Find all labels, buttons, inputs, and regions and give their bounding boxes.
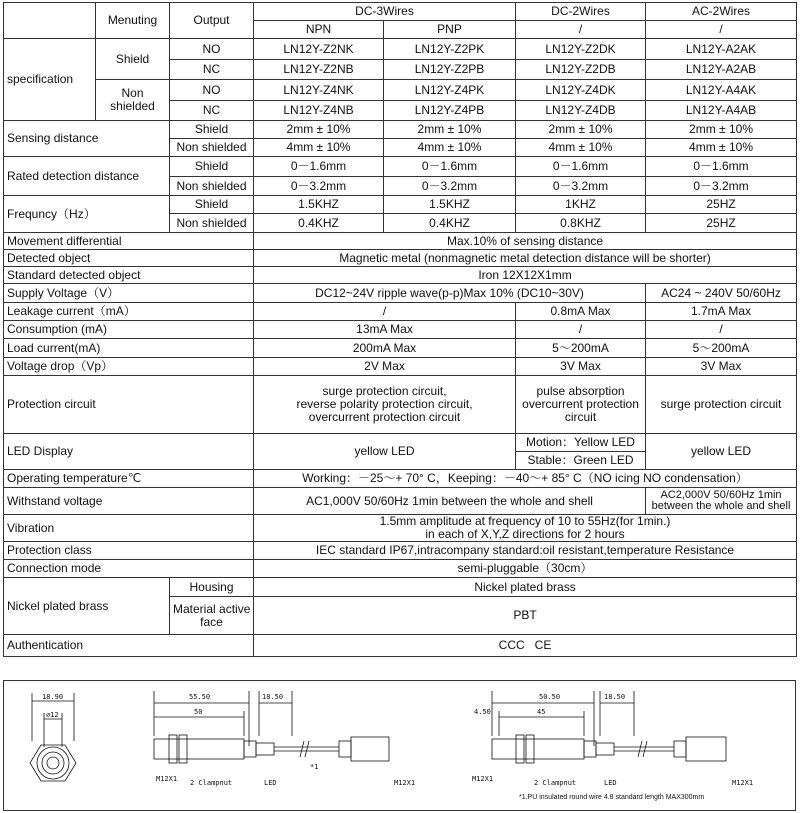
model-cell: LN12Y-Z4NK xyxy=(254,80,384,101)
connection-value: semi-pluggable（30cm） xyxy=(254,560,797,578)
left-side-view-drawing xyxy=(154,691,389,763)
vibration-label: Vibration xyxy=(4,515,254,542)
model-cell: LN12Y-A4AB xyxy=(646,101,797,121)
withstand-ac-value xyxy=(646,488,797,515)
vibration-line: in each of X,Y,Z directions for 2 hours xyxy=(425,527,625,541)
value-cell: 25HZ xyxy=(646,214,797,233)
protection-line: circuit xyxy=(564,410,597,424)
model-cell: LN12Y-A2AB xyxy=(646,60,797,80)
front-width-dim: 18.90 xyxy=(42,693,64,701)
model-cell: LN12Y-Z2PK xyxy=(384,39,516,60)
value-cell: 1KHZ xyxy=(516,196,646,214)
model-cell: LN12Y-Z4PK xyxy=(384,80,516,101)
value-cell: / xyxy=(646,321,797,339)
model-cell: LN12Y-Z2NB xyxy=(254,60,384,80)
active-face-line: Material active xyxy=(173,601,251,616)
value-cell: 4mm ± 10% xyxy=(254,139,384,157)
model-cell: LN12Y-Z2DK xyxy=(516,39,646,60)
model-cell: LN12Y-Z2DB xyxy=(516,60,646,80)
value-cell: 5～200mA xyxy=(516,339,646,358)
value-cell: 0.4KHZ xyxy=(254,214,384,233)
value-cell: 0－1.6mm xyxy=(516,157,646,177)
protection-line: pulse absorption xyxy=(536,384,625,398)
value-cell: / xyxy=(516,321,646,339)
value-cell: 0.8mA Max xyxy=(516,303,646,321)
value-cell: 0－3.2mm xyxy=(646,177,797,196)
standard-value: Iron 12X12X1mm xyxy=(254,267,797,284)
withstand-row xyxy=(4,488,797,515)
front-dia-dim: ∅12 xyxy=(46,711,59,719)
protection-class-value: IEC standard IP67,intracompany standard:oil resistant,temperature Resistance xyxy=(254,542,797,560)
consumption-label: Consumption (mA) xyxy=(4,321,254,339)
load-label: Load current(mA) xyxy=(4,339,254,358)
led-ac2-value: yellow LED xyxy=(646,434,797,470)
value-cell: 13mA Max xyxy=(254,321,516,339)
right-clampnut-label: 2 Clampnut xyxy=(534,779,577,787)
model-cell: LN12Y-Z2PB xyxy=(384,60,516,80)
output-cell: NO xyxy=(170,80,254,101)
value-cell: 0－1.6mm xyxy=(646,157,797,177)
front-view-drawing xyxy=(30,693,76,781)
output-cell: NC xyxy=(170,101,254,121)
non-shielded-label: Non shielded xyxy=(96,80,170,121)
supply-dc-value: DC12~24V ripple wave(p-p)Max 10% (DC10~30V) xyxy=(254,284,646,303)
left-body-dim: 50 xyxy=(194,708,203,716)
protection-class-label: Protection class xyxy=(4,542,254,560)
detected-row xyxy=(4,250,797,267)
right-side-view-drawing xyxy=(492,691,726,763)
value-cell: 0－3.2mm xyxy=(384,177,516,196)
value-cell: 0－3.2mm xyxy=(516,177,646,196)
value-cell: 4mm ± 10% xyxy=(646,139,797,157)
value-cell: 2mm ± 10% xyxy=(646,121,797,139)
frequency-row xyxy=(4,196,797,214)
supply-label: Supply Voltage（V） xyxy=(4,284,254,303)
protection-row xyxy=(4,376,797,434)
value-cell: / xyxy=(254,303,516,321)
output-cell: NO xyxy=(170,39,254,60)
detected-label: Detected object xyxy=(4,250,254,267)
supply-row xyxy=(4,284,797,303)
type-cell: Non shielded xyxy=(170,139,254,157)
protection-label: Protection circuit xyxy=(4,376,254,434)
value-cell: 1.7mA Max xyxy=(646,303,797,321)
operating-value: Working：－25～+ 70° C，Keeping：－40～+ 85° C（NO icing NO condensation） xyxy=(254,470,797,488)
drawings-svg xyxy=(4,681,797,812)
right-thread-label: M12X1 xyxy=(472,775,494,783)
protection-class-row xyxy=(4,542,797,560)
dc3-header: DC-3Wires xyxy=(254,3,516,21)
ac2-subheader: / xyxy=(646,21,797,39)
material-label: Nickel plated brass xyxy=(4,578,170,635)
value-cell: 3V Max xyxy=(516,358,646,376)
ac2-header: AC-2Wires xyxy=(646,3,797,21)
voltage-drop-row xyxy=(4,358,797,376)
value-cell: 2mm ± 10% xyxy=(254,121,384,139)
left-cable-dim: 18.50 xyxy=(262,693,284,701)
leakage-label: Leakage current（mA） xyxy=(4,303,254,321)
led-row xyxy=(4,434,797,452)
leakage-row xyxy=(4,303,797,321)
standard-label: Standard detected object xyxy=(4,267,254,284)
housing-label: Housing xyxy=(170,578,254,597)
output-cell: NC xyxy=(170,60,254,80)
rated-row xyxy=(4,157,797,177)
protection-line: surge protection circuit, xyxy=(322,384,447,398)
led-stable-value: Stable：Green LED xyxy=(516,452,646,470)
led-motion-value: Motion：Yellow LED xyxy=(516,434,646,452)
protection-dc3-value xyxy=(254,376,516,434)
withstand-label: Withstand voltage xyxy=(4,488,254,515)
vibration-value xyxy=(254,515,797,542)
specification-table xyxy=(3,2,797,657)
left-clampnut-label: 2 Clampnut xyxy=(190,779,233,787)
model-cell: LN12Y-Z4PB xyxy=(384,101,516,121)
value-cell: 3V Max xyxy=(646,358,797,376)
type-cell: Non shielded xyxy=(170,177,254,196)
protection-line: overcurrent protection xyxy=(522,397,639,411)
frequency-label: Frequncy（Hz） xyxy=(4,196,170,233)
left-total-dim: 55.50 xyxy=(189,693,211,701)
pnp-header: PNP xyxy=(384,21,516,39)
protection-line: reverse polarity protection circuit, xyxy=(296,397,473,411)
protection-dc2-value xyxy=(516,376,646,434)
model-cell: LN12Y-A2AK xyxy=(646,39,797,60)
value-cell: 1.5KHZ xyxy=(254,196,384,214)
type-cell: Shield xyxy=(170,157,254,177)
sensing-label: Sensing distance xyxy=(4,121,170,157)
connection-row xyxy=(4,560,797,578)
consumption-row xyxy=(4,321,797,339)
detected-value: Magnetic metal (nonmagnetic metal detection distance will be shorter) xyxy=(254,250,797,267)
value-cell: 5～200mA xyxy=(646,339,797,358)
voltage-drop-label: Voltage drop（Vp） xyxy=(4,358,254,376)
spec-row xyxy=(4,80,797,101)
value-cell: 4mm ± 10% xyxy=(384,139,516,157)
withstand-dc-value: AC1,000V 50/60Hz 1min between the whole and shell xyxy=(254,488,646,515)
model-cell: LN12Y-Z4DK xyxy=(516,80,646,101)
housing-value: Nickel plated brass xyxy=(254,578,797,597)
active-face-label xyxy=(170,597,254,635)
npn-header: NPN xyxy=(254,21,384,39)
value-cell: 1.5KHZ xyxy=(384,196,516,214)
movement-value: Max.10% of sensing distance xyxy=(254,233,797,250)
value-cell: 2mm ± 10% xyxy=(516,121,646,139)
standard-row xyxy=(4,267,797,284)
movement-label: Movement differential xyxy=(4,233,254,250)
value-cell: 2V Max xyxy=(254,358,516,376)
operating-row xyxy=(4,470,797,488)
right-total-dim: 50.50 xyxy=(539,693,561,701)
led-label: LED Display xyxy=(4,434,254,470)
active-face-line: face xyxy=(200,614,223,629)
left-connector-label: M12X1 xyxy=(394,779,416,787)
value-cell: 4mm ± 10% xyxy=(516,139,646,157)
authentication-row xyxy=(4,635,797,657)
operating-label: Operating temperature℃ xyxy=(4,470,254,488)
value-cell: 0－1.6mm xyxy=(384,157,516,177)
output-header: Output xyxy=(170,3,254,39)
value-cell: 2mm ± 10% xyxy=(384,121,516,139)
model-cell: LN12Y-Z4DB xyxy=(516,101,646,121)
connection-label: Connection mode xyxy=(4,560,254,578)
supply-ac-value: AC24 ~ 240V 50/60Hz xyxy=(646,284,797,303)
header-row xyxy=(4,3,797,21)
material-row xyxy=(4,578,797,597)
movement-row xyxy=(4,233,797,250)
shield-label: Shield xyxy=(96,39,170,80)
authentication-value: CCC CE xyxy=(254,635,797,657)
type-cell: Non shielded xyxy=(170,214,254,233)
right-body-dim: 45 xyxy=(537,708,546,716)
specification-label: specification xyxy=(4,39,96,121)
protection-ac2-value: surge protection circuit xyxy=(646,376,797,434)
value-cell: 0.4KHZ xyxy=(384,214,516,233)
vibration-row xyxy=(4,515,797,542)
vibration-line: 1.5mm amplitude at frequency of 10 to 55Hz(for 1min.) xyxy=(379,514,671,528)
right-connector-label: M12X1 xyxy=(732,779,754,787)
dc2-subheader: / xyxy=(516,21,646,39)
right-led-label: LED xyxy=(604,779,617,787)
model-cell: LN12Y-A4AK xyxy=(646,80,797,101)
menuting-header: Menuting xyxy=(96,3,170,39)
value-cell: 0－1.6mm xyxy=(254,157,384,177)
model-cell: LN12Y-Z2NK xyxy=(254,39,384,60)
value-cell: 200mA Max xyxy=(254,339,516,358)
dimension-drawings xyxy=(3,680,796,811)
corner-cell xyxy=(4,3,96,39)
drawing-note: *1.PU insulated round wire 4.8 standard length MAX300mm xyxy=(519,794,705,801)
value-cell: 0.8KHZ xyxy=(516,214,646,233)
left-led-label: LED xyxy=(264,779,277,787)
rated-label: Rated detection distance xyxy=(4,157,170,196)
dc2-header: DC-2Wires xyxy=(516,3,646,21)
authentication-label: Authentication xyxy=(4,635,254,657)
model-cell: LN12Y-Z4NB xyxy=(254,101,384,121)
right-lead-dim: 4.50 xyxy=(474,708,491,716)
active-face-value: PBT xyxy=(254,597,797,635)
type-cell: Shield xyxy=(170,196,254,214)
sensing-row xyxy=(4,121,797,139)
value-cell: 25HZ xyxy=(646,196,797,214)
withstand-line: AC2,000V 50/60Hz 1min xyxy=(660,489,782,501)
spec-row xyxy=(4,39,797,60)
value-cell: 0－3.2mm xyxy=(254,177,384,196)
left-thread-label: M12X1 xyxy=(156,775,178,783)
led-dc3-value: yellow LED xyxy=(254,434,516,470)
withstand-line: between the whole and shell xyxy=(651,500,791,512)
left-star-label: *1 xyxy=(310,763,319,771)
load-row xyxy=(4,339,797,358)
type-cell: Shield xyxy=(170,121,254,139)
right-cable-dim: 18.50 xyxy=(604,693,626,701)
protection-line: overcurrent protection circuit xyxy=(308,410,461,424)
